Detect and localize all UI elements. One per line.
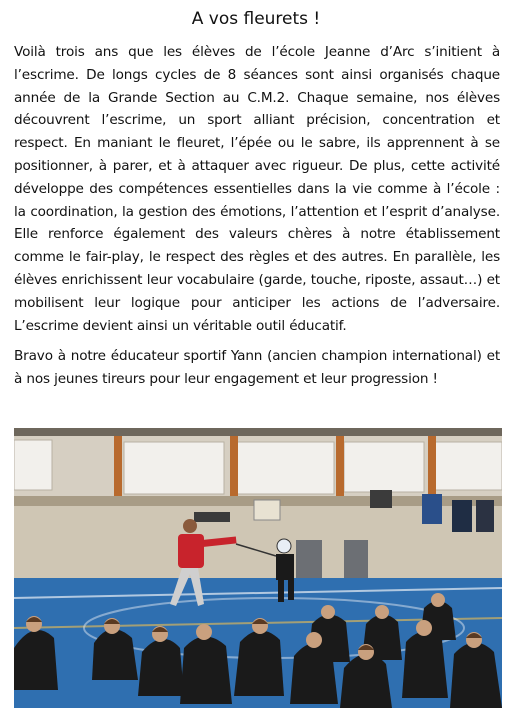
fencing-class-photo <box>14 428 502 708</box>
article-paragraph-1: Voilà trois ans que les élèves de l’école Jeanne d’Arc s’initient à l’escrime. De longs cycles de 8 séances sont ainsi organisés chaque année de la Grande Section au C.M.2. Chaque semaine, nos élèves découvrent l’escrime, un sport alliant précision, concentration et respect. En maniant le fleuret, l’épée ou le sabre, ils apprennent à se positionner, à parer, et à attaquer avec rigueur. De plus, cette activité développe des compétences essentielles dans la vie comme à l’école : la coordination, la gestion des émotions, l’attention et l’esprit d’analyse. Elle renforce également des valeurs chères à notre établissement comme le fair-play, le respect des règles et des autres. En parallèle, les élèves enrichissent leur vocabulaire (garde, touche, riposte, assaut…) et mobilisent leur logique pour anticiper les actions de l’adversaire. L’escrime devient ainsi un véritable outil éducatif. <box>14 44 500 334</box>
article-paragraph-2: Bravo à notre éducateur sportif Yann (ancien champion international) et à nos jeunes tireurs pour leur engagement et leur progression ! <box>14 348 500 387</box>
page-title: A vos fleurets ! <box>191 9 321 29</box>
